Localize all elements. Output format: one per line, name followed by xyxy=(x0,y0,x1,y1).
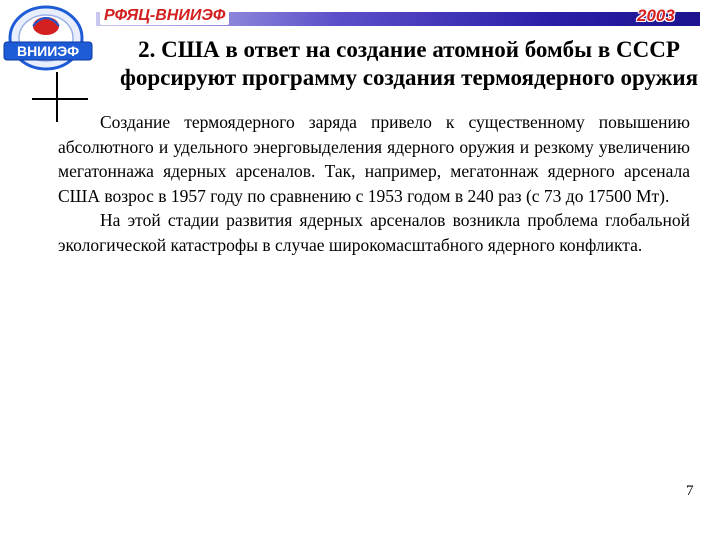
vniief-logo xyxy=(2,4,98,74)
org-name: РФЯЦ-ВНИИЭФ xyxy=(100,7,229,25)
year-label: 2003 xyxy=(637,6,675,25)
slide-title xyxy=(98,36,720,92)
slide-body xyxy=(58,110,690,258)
paragraph-2: На этой стадии развития ядерных арсеналов возникла проблема глобальной экологической катастрофы в случае широкомасштабного ядерного конфликта. xyxy=(58,210,690,255)
title-line-2: форсируют программу создания термоядерного оружия xyxy=(119,65,699,90)
cross-mark-horizontal xyxy=(32,98,88,100)
title-line-1: 2. США в ответ на создание атомной бомбы в СССР xyxy=(138,37,680,62)
page-number: 7 xyxy=(686,483,694,499)
logo-text: ВНИИЭФ xyxy=(16,43,80,59)
paragraph-1: Создание термоядерного заряда привело к существенному повышению абсолютного и удельного энерговыделения ядерного оружия и резкому увеличению мегатоннажа ядерных арсеналов. Так, например, мегатоннаж ядерного арсенала США возрос в 1957 году по сравнению с 1953 годом в 240 раз (с 73 до 17500 Мт). xyxy=(58,112,690,206)
